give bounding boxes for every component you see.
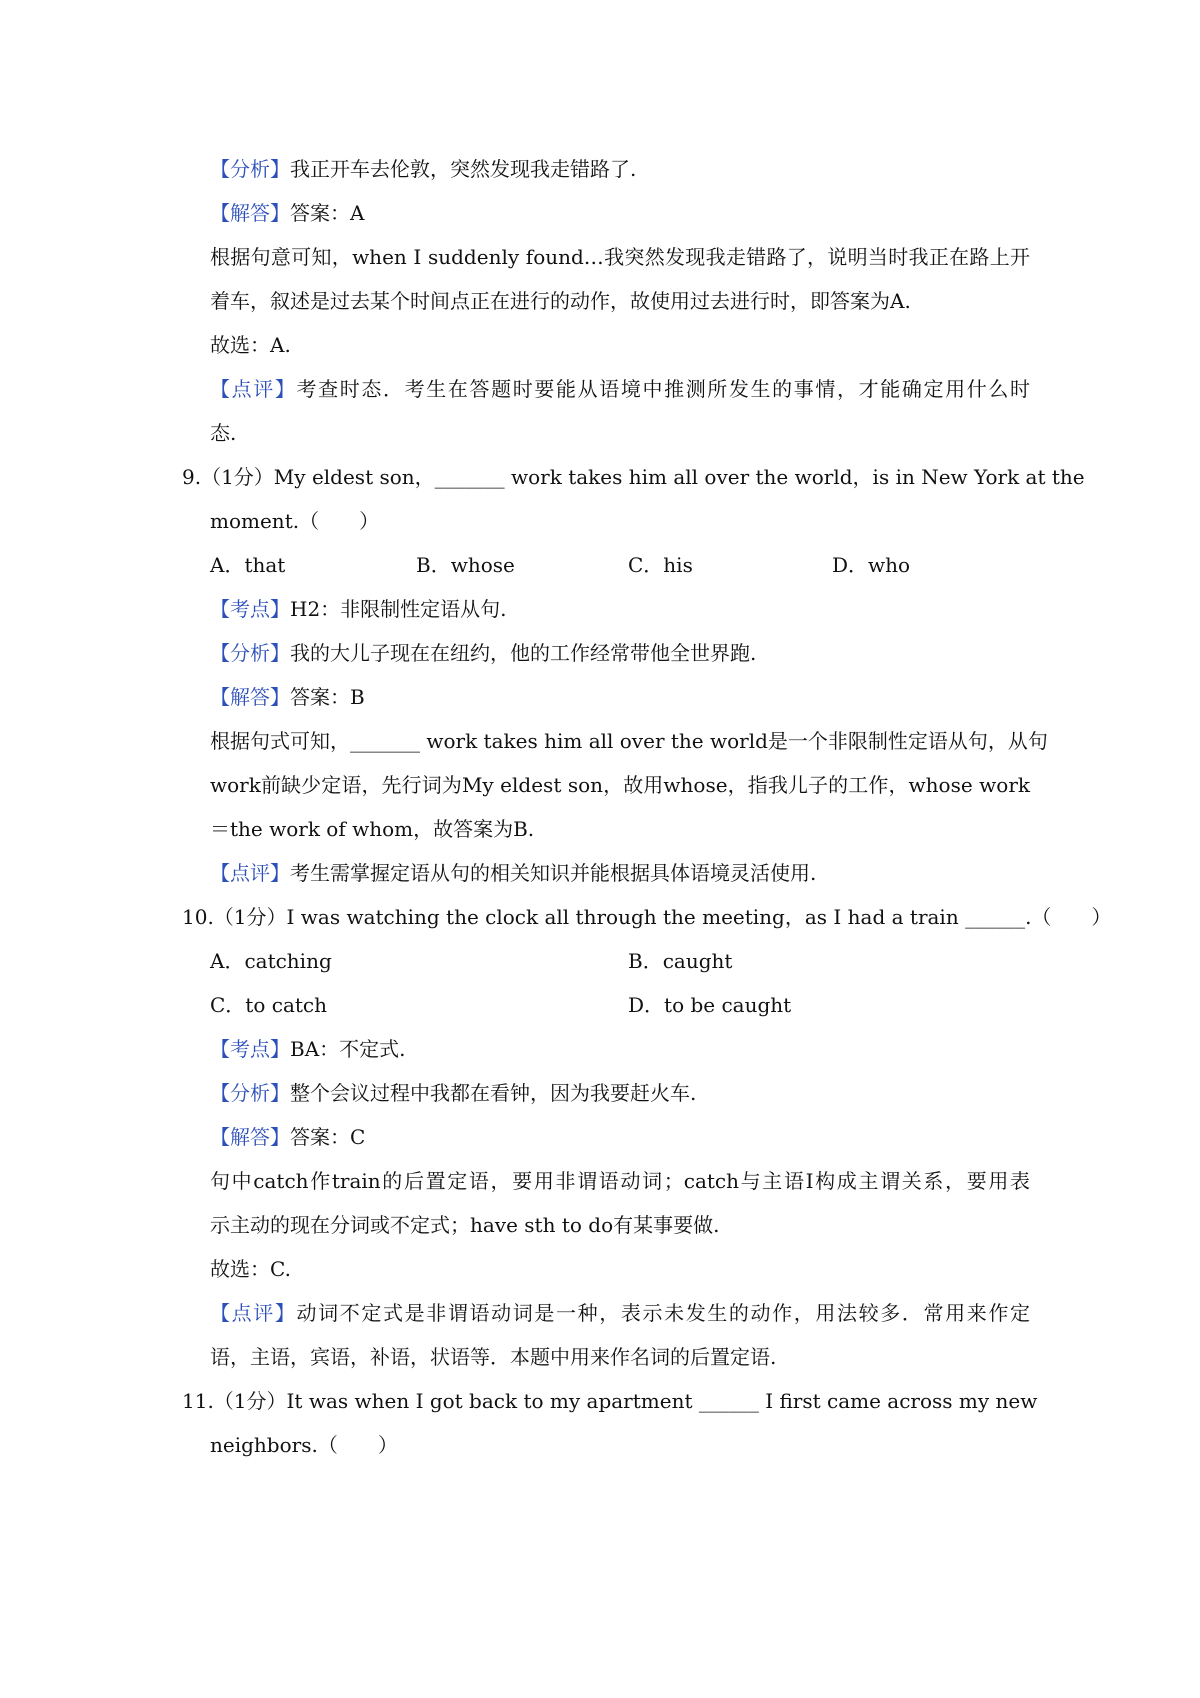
q9-explanation-line-1: 根据句式可知，_______ work takes him all over the world是一个非限制性定语从句，从句 bbox=[210, 729, 1048, 753]
q10-choice: 故选：C. bbox=[210, 1257, 291, 1281]
q10-point: 【考点】BA：不定式. bbox=[210, 1037, 406, 1061]
q8-explanation-line-1: 根据句意可知，when I suddenly found…我突然发现我走错路了，说明当时我正在路上开 bbox=[210, 245, 1030, 269]
comment-tag: 【点评】 bbox=[210, 377, 297, 401]
q9-stem-line-1: 9.（1分）My eldest son，_______ work takes him all over the world，is in New York at the bbox=[182, 465, 1085, 489]
analysis-tag: 【分析】 bbox=[210, 641, 290, 665]
q10-explanation-line-1: 句中catch作train的后置定语，要用非谓语动词；catch与主语I构成主谓关系，要用表 bbox=[210, 1169, 1030, 1193]
analysis-tag: 【分析】 bbox=[210, 1081, 290, 1105]
answer-tag: 【解答】 bbox=[210, 685, 290, 709]
q8-comment-line-1: 【点评】考查时态．考生在答题时要能从语境中推测所发生的事情，才能确定用什么时 bbox=[210, 377, 1031, 401]
q9-comment: 【点评】考生需掌握定语从句的相关知识并能根据具体语境灵活使用. bbox=[210, 861, 817, 885]
comment-tag: 【点评】 bbox=[210, 861, 290, 885]
comment-tag: 【点评】 bbox=[210, 1301, 297, 1325]
q9-answer: 【解答】答案：B bbox=[210, 685, 365, 709]
q9-option-d: D．who bbox=[832, 553, 911, 577]
point-tag: 【考点】 bbox=[210, 1037, 290, 1061]
analysis-tag: 【分析】 bbox=[210, 157, 290, 181]
q10-stem: 10.（1分）I was watching the clock all through the meeting，as I had a train ______.（ ） bbox=[182, 905, 1112, 929]
q10-explanation-line-2: 示主动的现在分词或不定式；have sth to do有某事要做. bbox=[210, 1213, 720, 1237]
q10-option-d: D．to be caught bbox=[628, 993, 792, 1017]
q10-option-b: B．caught bbox=[628, 949, 733, 973]
q9-explanation-line-3: ＝the work of whom，故答案为B. bbox=[210, 817, 535, 841]
q9-stem-line-2: moment.（ ） bbox=[210, 509, 380, 533]
point-tag: 【考点】 bbox=[210, 597, 290, 621]
q11-stem-line-1: 11.（1分）It was when I got back to my apartment ______ I first came across my new bbox=[182, 1389, 1038, 1413]
q8-analysis: 【分析】我正开车去伦敦，突然发现我走错路了. bbox=[210, 157, 637, 181]
q10-option-a: A．catching bbox=[210, 949, 332, 973]
q10-option-c: C．to catch bbox=[210, 993, 327, 1017]
q10-answer: 【解答】答案：C bbox=[210, 1125, 366, 1149]
answer-tag: 【解答】 bbox=[210, 1125, 290, 1149]
q10-comment-line-2: 语，主语，宾语，补语，状语等．本题中用来作名词的后置定语. bbox=[210, 1345, 777, 1369]
q9-option-b: B．whose bbox=[416, 553, 515, 577]
q8-explanation-line-2: 着车，叙述是过去某个时间点正在进行的动作，故使用过去进行时，即答案为A. bbox=[210, 289, 911, 313]
q8-choice: 故选：A. bbox=[210, 333, 291, 357]
q9-analysis: 【分析】我的大儿子现在在纽约，他的工作经常带他全世界跑. bbox=[210, 641, 757, 665]
q10-comment-line-1: 【点评】动词不定式是非谓语动词是一种，表示未发生的动作，用法较多．常用来作定 bbox=[210, 1301, 1031, 1325]
q9-explanation-line-2: work前缺少定语，先行词为My eldest son，故用whose，指我儿子的工作，whose work bbox=[210, 773, 1030, 797]
answer-tag: 【解答】 bbox=[210, 201, 290, 225]
q10-analysis: 【分析】整个会议过程中我都在看钟，因为我要赶火车. bbox=[210, 1081, 697, 1105]
q8-answer: 【解答】答案：A bbox=[210, 201, 365, 225]
q9-point: 【考点】H2：非限制性定语从句. bbox=[210, 597, 507, 621]
q9-option-c: C．his bbox=[628, 553, 693, 577]
q11-stem-line-2: neighbors.（ ） bbox=[210, 1433, 398, 1457]
q8-comment-line-2: 态. bbox=[210, 421, 237, 445]
q9-option-a: A．that bbox=[210, 553, 286, 577]
